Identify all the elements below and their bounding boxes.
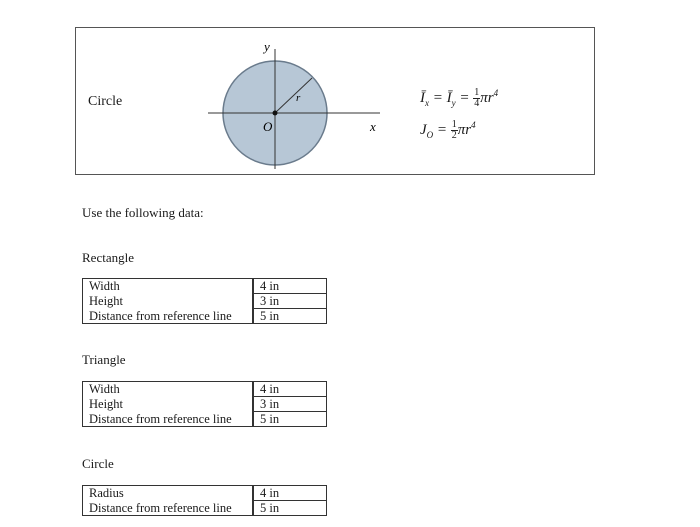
rectangle-data-table bbox=[82, 278, 327, 324]
table-row bbox=[83, 279, 327, 294]
section-title-rectangle: Rectangle bbox=[82, 250, 134, 265]
table-row bbox=[83, 486, 327, 501]
table-row bbox=[83, 309, 327, 324]
row-label: Width bbox=[83, 382, 254, 397]
table-row bbox=[83, 412, 327, 427]
y-axis-label: y bbox=[264, 39, 270, 54]
table-row bbox=[83, 382, 327, 397]
circle-data-table bbox=[82, 485, 327, 516]
table-row bbox=[83, 397, 327, 412]
shape-label: Circle bbox=[88, 94, 123, 109]
moment-formula bbox=[420, 82, 498, 146]
radius-label: r bbox=[296, 92, 301, 104]
table-row bbox=[83, 501, 327, 516]
formula-line-1: $Ī_x$ = $Ī_y$ = $\frac{1}{4}$ $\pi r^4$ bbox=[420, 87, 499, 110]
row-value: 3 in bbox=[253, 294, 327, 309]
row-value: 5 in bbox=[253, 309, 327, 324]
fraction-half: $\frac{1}{2}$ bbox=[451, 119, 457, 142]
row-label: Distance from reference line bbox=[83, 309, 254, 324]
table-row bbox=[83, 294, 327, 309]
circle-diagram bbox=[180, 35, 400, 175]
row-label: Height bbox=[83, 294, 254, 309]
row-label: Distance from reference line bbox=[83, 501, 254, 516]
row-value: 5 in bbox=[253, 412, 327, 427]
section-title-triangle: Triangle bbox=[82, 352, 126, 367]
row-label: Height bbox=[83, 397, 254, 412]
row-value: 5 in bbox=[253, 501, 327, 516]
row-value: 4 in bbox=[253, 486, 327, 501]
row-value: 3 in bbox=[253, 397, 327, 412]
x-axis-label: x bbox=[370, 119, 376, 134]
intro-text: Use the following data: bbox=[82, 205, 204, 220]
row-value: 4 in bbox=[253, 279, 327, 294]
row-label: Radius bbox=[83, 486, 254, 501]
section-title-circle: Circle bbox=[82, 456, 114, 471]
row-label: Distance from reference line bbox=[83, 412, 254, 427]
triangle-data-table bbox=[82, 381, 327, 427]
origin-label: O bbox=[263, 119, 273, 134]
formula-line-2: $J_O$ = $\frac{1}{2}$ $\pi r^4$ bbox=[420, 119, 476, 142]
fraction-quarter: $\frac{1}{4}$ bbox=[474, 87, 480, 110]
center-point bbox=[273, 111, 278, 116]
row-label: Width bbox=[83, 279, 254, 294]
row-value: 4 in bbox=[253, 382, 327, 397]
